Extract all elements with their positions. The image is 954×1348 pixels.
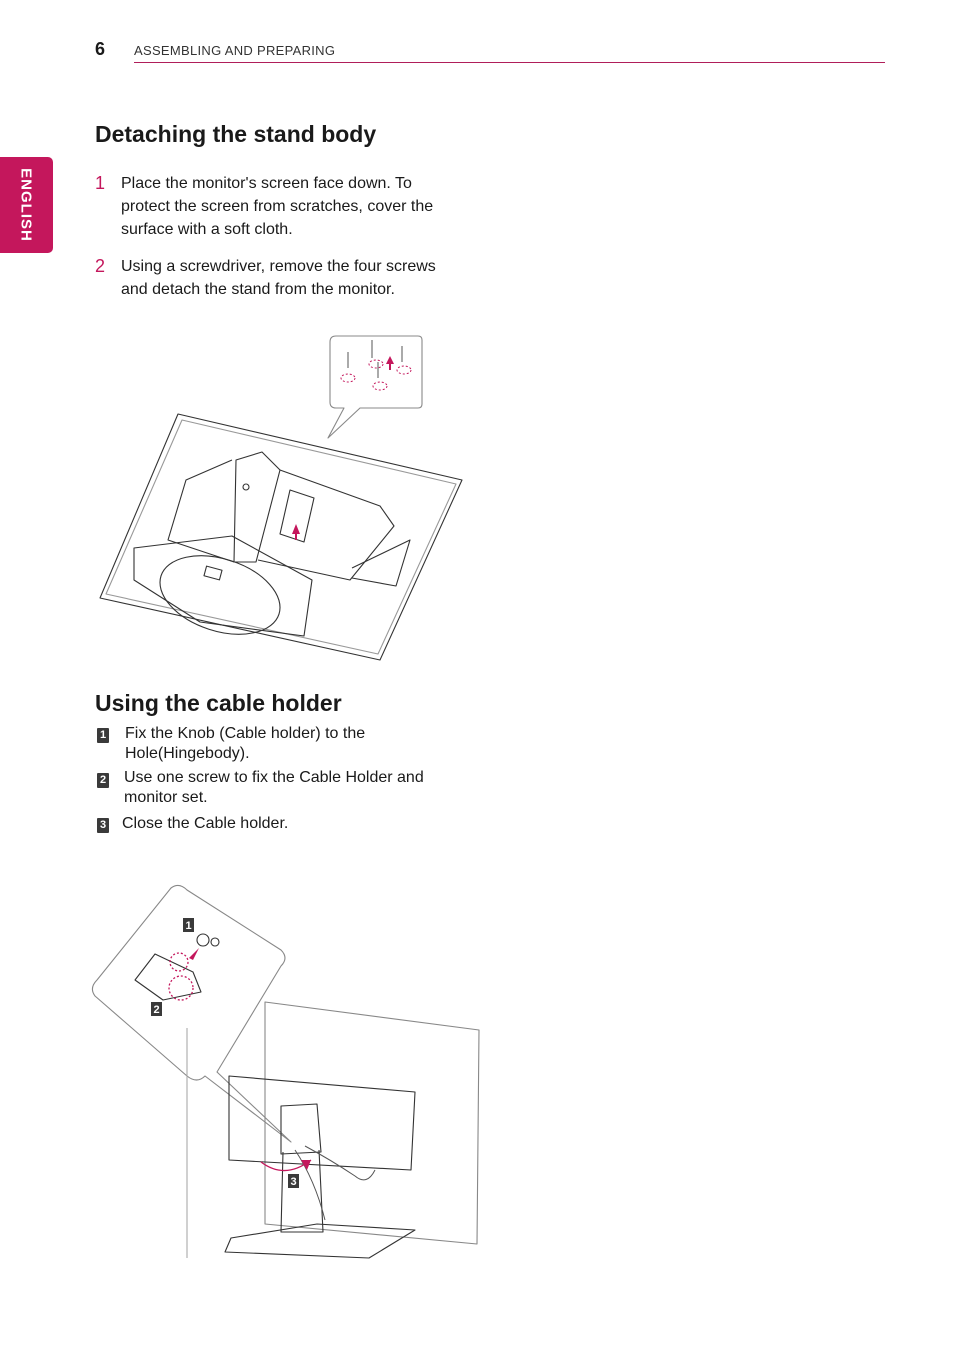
step-text: Place the monitor's screen face down. To protect the screen from scratches, cover the surface with a soft cloth. <box>121 175 434 238</box>
page-number: 6 <box>95 39 106 59</box>
step-text: Fix the Knob (Cable holder) to the Hole(Hingebody). <box>125 725 366 762</box>
figure-callout: 3 <box>290 1176 297 1188</box>
language-tab-label: ENGLISH <box>17 168 35 242</box>
detach-stand-illustration <box>90 330 470 670</box>
figure-callout: 2 <box>153 1004 160 1016</box>
cable-holder-heading: Using the cable holder <box>95 690 342 716</box>
step-number: 2 <box>95 256 106 276</box>
section-header-title: ASSEMBLING AND PREPARING <box>134 43 336 58</box>
step-badge: 1 <box>97 728 109 743</box>
step-badge: 2 <box>97 773 109 788</box>
header-divider <box>134 62 885 63</box>
language-tab <box>0 157 53 253</box>
cable-holder-illustration <box>85 880 485 1265</box>
step-text: Using a screwdriver, remove the four screws and detach the stand from the monitor. <box>121 258 436 298</box>
step-number: 1 <box>95 173 106 193</box>
detaching-stand-heading: Detaching the stand body <box>95 121 377 147</box>
step-badge: 3 <box>97 818 109 833</box>
step-text: Close the Cable holder. <box>122 815 289 832</box>
figure-callout: 1 <box>185 920 192 932</box>
step-text: Use one screw to fix the Cable Holder and monitor set. <box>124 769 424 806</box>
